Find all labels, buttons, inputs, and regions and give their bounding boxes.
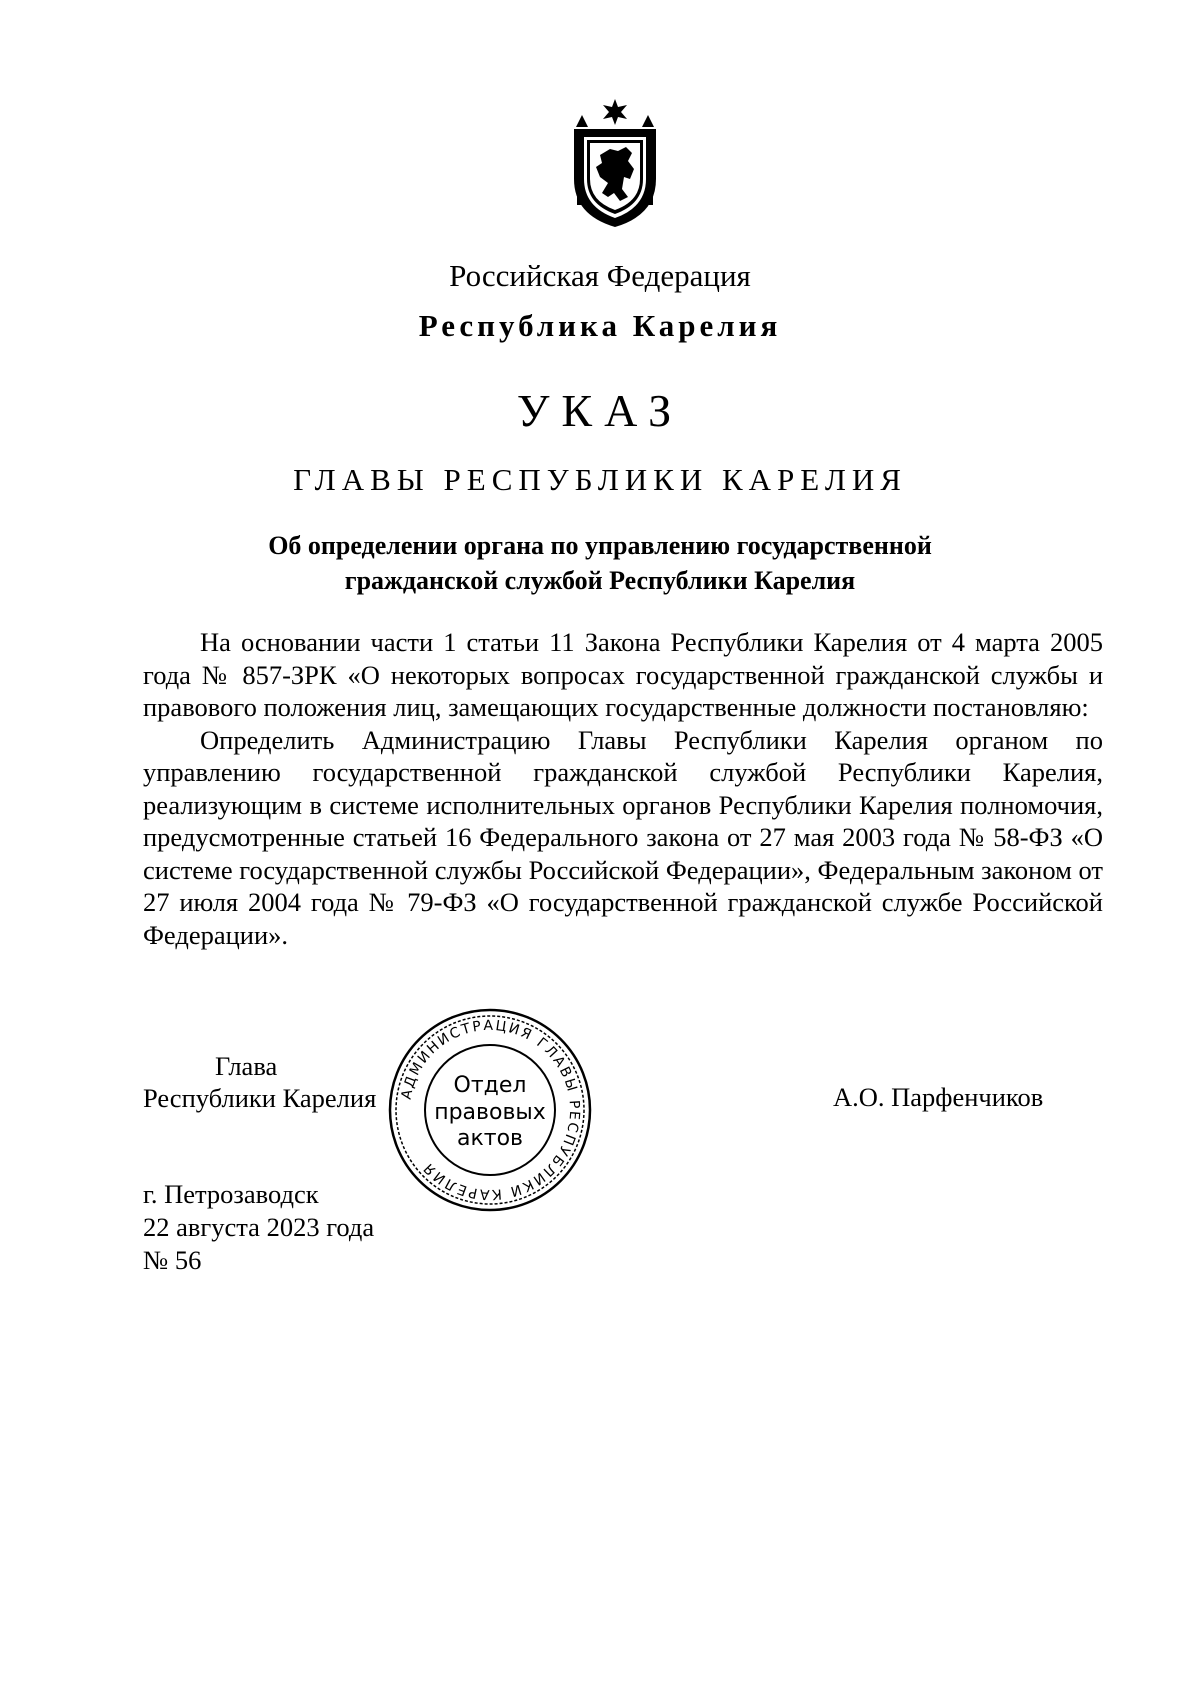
- document-body: [143, 626, 1103, 951]
- subject-line-1: Об определении органа по управлению государственной: [268, 531, 932, 560]
- subject-line-2: гражданской службой Республики Карелия: [344, 566, 856, 595]
- place-and-date: [143, 1178, 374, 1277]
- stamp-ring-text: АДМИНИСТРАЦИЯ ГЛАВЫ РЕСПУБЛИКИ КАРЕЛИЯ: [398, 1017, 583, 1203]
- document-number: № 56: [143, 1245, 202, 1275]
- republic-title: Республика Карелия: [418, 308, 782, 343]
- karelia-coat-of-arms-icon: [570, 97, 660, 229]
- position-line-1: Глава: [215, 1051, 278, 1081]
- stamp-center-line-2: правовых: [434, 1100, 546, 1125]
- official-stamp: [387, 1007, 593, 1213]
- document-type: УКАЗ: [516, 385, 684, 436]
- signatory-name: А.О. Парфенчиков: [833, 1082, 1044, 1112]
- federation-title: Российская Федерация: [449, 258, 751, 293]
- issuer-title: ГЛАВЫ РЕСПУБЛИКИ КАРЕЛИЯ: [293, 462, 907, 497]
- position-line-2: Республики Карелия: [143, 1083, 377, 1113]
- stamp-center-line-1: Отдел: [453, 1073, 527, 1098]
- city: г. Петрозаводск: [143, 1179, 319, 1209]
- body-paragraph-2: Определить Администрацию Главы Республики Карелия органом по управлению государственной гражданской службой Республики Карелия, реализующим в системе исполнительных органов Республики Карелия полномочия, предусмотренные статьей 16 Федерального закона от 27 мая 2003 года № 58-ФЗ «О системе государственной службы Российской Федерации», Федеральным законом от 27 июля 2004 года № 79-ФЗ «О государственной гражданской службе Российской Федерации».: [143, 724, 1103, 950]
- document-subject: [0, 528, 1200, 598]
- body-paragraph-1: На основании части 1 статьи 11 Закона Республики Карелия от 4 марта 2005 года № 857-ЗРК «О некоторых вопросах государственной гражданской службы и правового положения лиц, замещающих государственные должности постановляю:: [143, 627, 1103, 722]
- stamp-center-line-3: актов: [456, 1126, 524, 1151]
- signatory-position: [143, 1050, 376, 1114]
- document-date: 22 августа 2023 года: [143, 1212, 375, 1242]
